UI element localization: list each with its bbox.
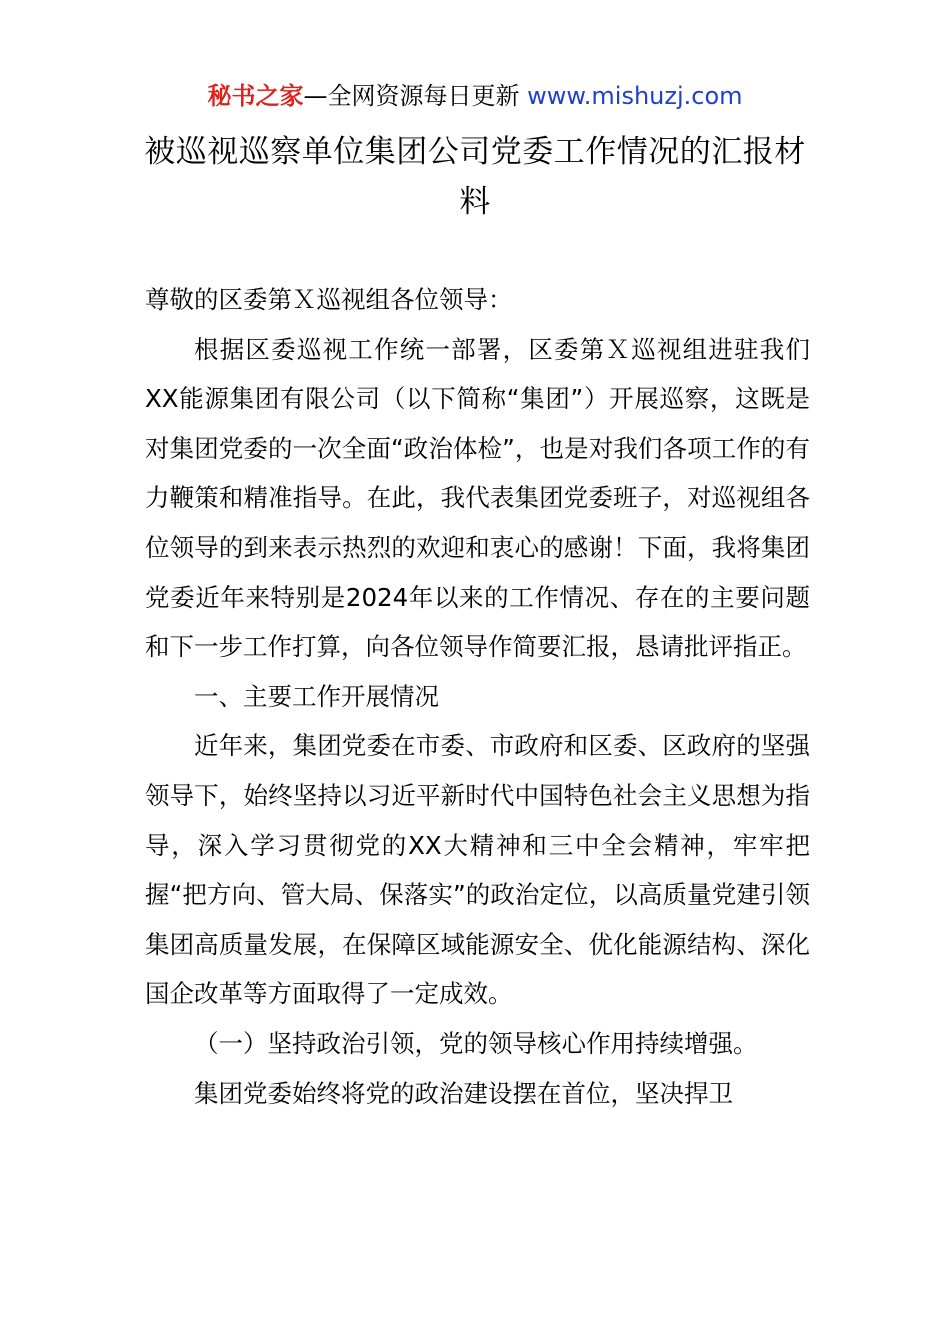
salutation: 尊敬的区委第Ｘ巡视组各位领导： bbox=[145, 285, 513, 314]
document-body bbox=[145, 275, 810, 1118]
paragraph-overview: 近年来，集团党委在市委、市政府和区委、区政府的坚强领导下，始终坚持以习近平新时代中国特色社会主义思想为指导，深入学习贯彻党的XX大精神和三中全会精神，牢牢把握“把方向、管大局、保落实”的政治定位，以高质量党建引领集团高质量发展，在保障区域能源安全、优化能源结构、深化国企改革等方面取得了一定成效。 bbox=[145, 731, 810, 1009]
brand-name: 秘书之家 bbox=[207, 82, 304, 110]
brand-tagline: —全网资源每日更新 bbox=[303, 82, 528, 110]
document-title: 被巡视巡察单位集团公司党委工作情况的汇报材料 bbox=[144, 134, 806, 220]
paragraph-intro: 根据区委巡视工作统一部署，区委第Ｘ巡视组进驻我们XX能源集团有限公司（以下简称“集团”）开展巡察，这既是对集团党委的一次全面“政治体检”，也是对我们各项工作的有力鞭策和精准指导。在此，我代表集团党委班子，对巡视组各位领导的到来表示热烈的欢迎和衷心的感谢！下面，我将集团党委近年来特别是2024年以来的工作情况、存在的主要问题和下一步工作打算，向各位领导作简要汇报，恳请批评指正。 bbox=[145, 334, 810, 662]
paragraph-political: 集团党委始终将党的政治建设摆在首位，坚决捍卫 bbox=[194, 1078, 733, 1108]
site-url-link[interactable]: www.mishuzj.com bbox=[527, 82, 743, 110]
section-heading-1: 一、主要工作开展情况 bbox=[194, 681, 439, 711]
subsection-heading-1: （一）坚持政治引领，党的领导核心作用持续增强。 bbox=[194, 1028, 758, 1058]
site-header bbox=[0, 80, 950, 112]
